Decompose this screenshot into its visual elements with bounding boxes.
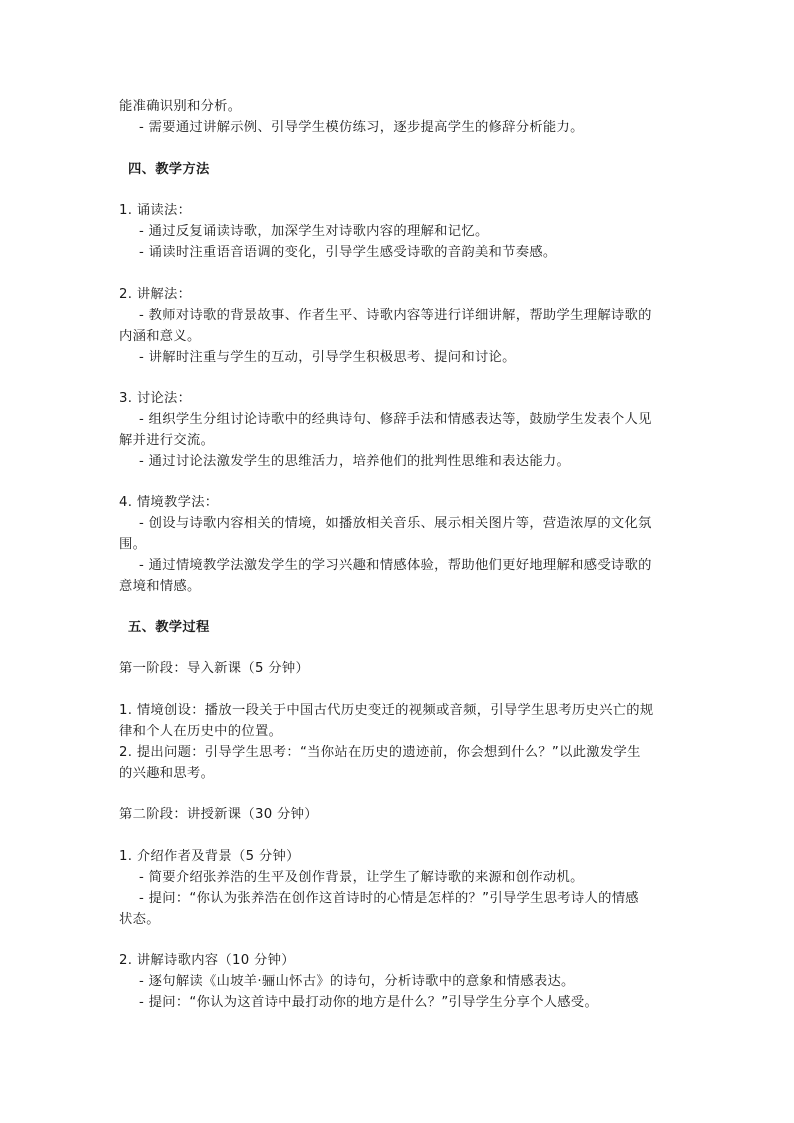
bullet-line: - 诵读时注重语音语调的变化，引导学生感受诗歌的音韵美和节奏感。 <box>139 245 557 260</box>
numbered-item: 1. 诵读法： <box>119 203 192 218</box>
stage-heading: 第一阶段：导入新课（5 分钟） <box>119 661 310 676</box>
paragraph-line: 状态。 <box>119 912 160 927</box>
numbered-item: 1. 介绍作者及背景（5 分钟） <box>119 849 300 864</box>
paragraph-line: 能准确识别和分析。 <box>119 99 242 114</box>
bullet-line: - 组织学生分组讨论诗歌中的经典诗句、修辞手法和情感表达等，鼓励学生发表个人见 <box>139 412 652 427</box>
numbered-item: 2. 讲解法： <box>119 287 192 302</box>
bullet-line: - 通过反复诵读诗歌，加深学生对诗歌内容的理解和记忆。 <box>139 224 489 239</box>
bullet-line: - 提问：“你认为张养浩在创作这首诗时的心情是怎样的？”引导学生思考诗人的情感 <box>139 891 639 906</box>
paragraph-line: 围。 <box>119 537 147 552</box>
bullet-line: - 通过情境教学法激发学生的学习兴趣和情感体验，帮助他们更好地理解和感受诗歌的 <box>139 558 652 573</box>
bullet-line: - 需要通过讲解示例、引导学生模仿练习，逐步提高学生的修辞分析能力。 <box>139 120 584 135</box>
numbered-item: 1. 情境创设：播放一段关于中国古代历史变迁的视频或音频，引导学生思考历史兴亡的规 <box>119 703 654 718</box>
paragraph-line: 的兴趣和思考。 <box>119 766 215 781</box>
paragraph-line: 解并进行交流。 <box>119 433 215 448</box>
paragraph-line: 律和个人在历史中的位置。 <box>119 724 283 739</box>
numbered-item: 2. 提出问题：引导学生思考：“当你站在历史的遗迹前，你会想到什么？”以此激发学生 <box>119 745 641 760</box>
bullet-line: - 通过讨论法激发学生的思维活力，培养他们的批判性思维和表达能力。 <box>139 454 571 469</box>
numbered-item: 2. 讲解诗歌内容（10 分钟） <box>119 953 295 968</box>
bullet-line: - 教师对诗歌的背景故事、作者生平、诗歌内容等进行详细讲解，帮助学生理解诗歌的 <box>139 308 652 323</box>
stage-heading: 第二阶段：讲授新课（30 分钟） <box>119 807 318 822</box>
bullet-line: - 逐句解读《山坡羊·骊山怀古》的诗句，分析诗歌中的意象和情感表达。 <box>139 974 575 989</box>
numbered-item: 3. 讨论法： <box>119 391 192 406</box>
section-heading: 四、教学方法 <box>128 162 210 177</box>
paragraph-line: 意境和情感。 <box>119 579 201 594</box>
bullet-line: - 简要介绍张养浩的生平及创作背景，让学生了解诗歌的来源和创作动机。 <box>139 870 584 885</box>
bullet-line: - 创设与诗歌内容相关的情境，如播放相关音乐、展示相关图片等，营造浓厚的文化氛 <box>139 516 652 531</box>
section-heading: 五、教学过程 <box>128 620 210 635</box>
bullet-line: - 提问：“你认为这首诗中最打动你的地方是什么？”引导学生分享个人感受。 <box>139 995 599 1010</box>
paragraph-line: 内涵和意义。 <box>119 329 201 344</box>
bullet-line: - 讲解时注重与学生的互动，引导学生积极思考、提问和讨论。 <box>139 350 516 365</box>
numbered-item: 4. 情境教学法： <box>119 495 219 510</box>
